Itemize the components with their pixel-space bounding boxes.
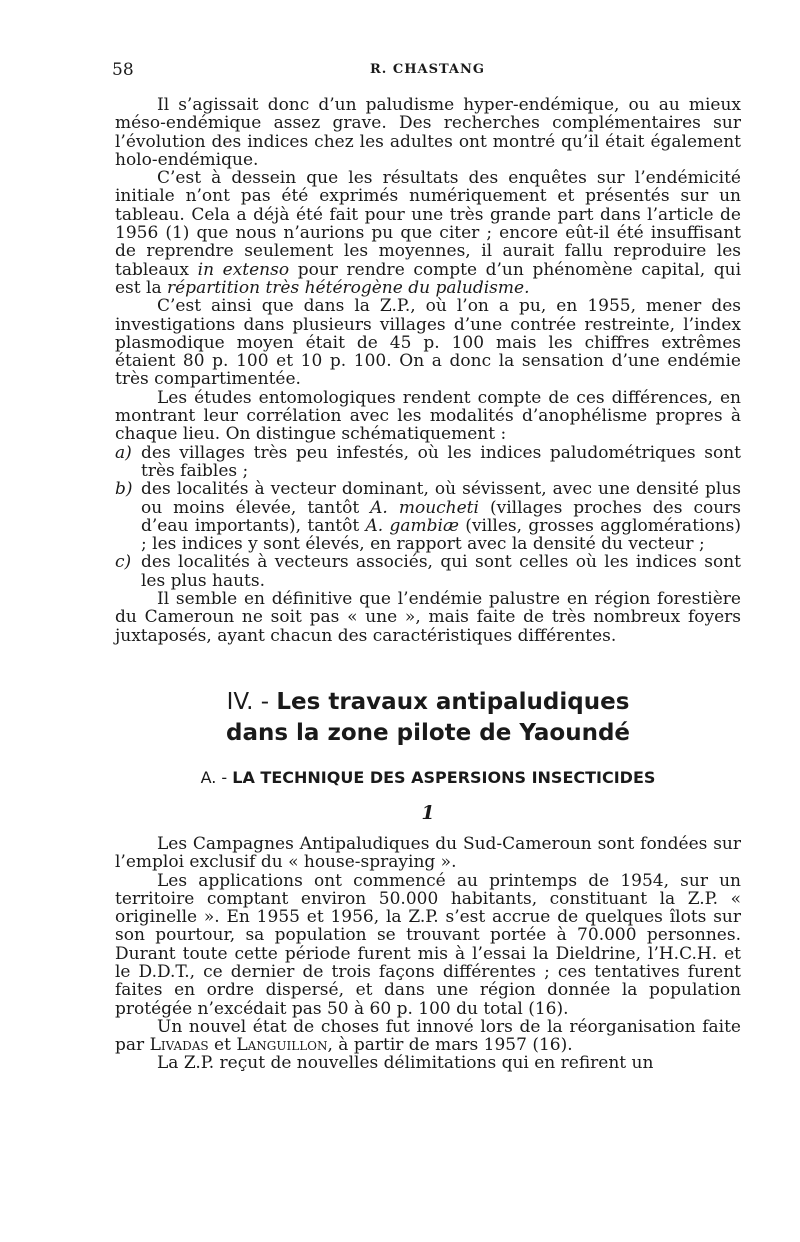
author-name: Languillon: [236, 1035, 328, 1056]
paragraph: Il s’agissait donc d’un paludisme hyper-endémique, ou au mieux méso-endémique assez grave. Des recherches complémentaires sur l’évolution des indices chez les adultes ont montré qu’il était également holo-endémique.: [115, 95, 741, 170]
text-run: (villes, grosses agglomérations) ; les indices y sont élevés, en rapport avec la densité du vecteur ;: [141, 515, 741, 555]
subsection-title: LA TECHNIQUE DES ASPERSIONS INSECTICIDES: [232, 767, 656, 787]
italic-term: A. gambiæ: [365, 515, 459, 536]
section-number: IV. -: [226, 688, 270, 715]
running-head: R. CHASTANG: [370, 62, 485, 77]
page-header: [112, 60, 740, 84]
list-item-label: a): [115, 442, 132, 463]
list-item-label: b): [115, 479, 133, 500]
body-text: [115, 96, 741, 1073]
paragraph: Les études entomologiques rendent compte de ces différences, en montrant leur corrélation avec les modalités d’anophélisme propres à chaque lieu. On distingue schématiquement :: [115, 387, 741, 445]
section-title-line1: Les travaux antipaludiques: [276, 688, 630, 715]
paragraph: [115, 169, 741, 297]
list-item-text: des villages très peu infestés, où les indices paludométriques sont très faibles ;: [141, 442, 741, 481]
author-name: Livadas: [149, 1035, 209, 1056]
subsection-number: 1: [421, 801, 435, 824]
page-number: 58: [112, 60, 134, 80]
section-title-line2: dans la zone pilote de Yaoundé: [225, 719, 631, 746]
paragraph: Les Campagnes Antipaludiques du Sud-Cameroun sont fondées sur l’emploi exclusif du « house-spraying ».: [115, 833, 741, 873]
text-run: et: [208, 1035, 237, 1056]
list-item-text: [141, 480, 741, 553]
list-item-label: c): [115, 552, 132, 573]
list-item: [115, 553, 741, 590]
paragraph: Il semble en définitive que l’endémie palustre en région forestière du Cameroun ne soit pas « une », mais faite de très nombreux foyers juxtaposés, ayant chacun des caractéristiques différentes.: [115, 589, 741, 646]
subsection-heading: [115, 768, 741, 788]
italic-term: in extenso: [197, 259, 290, 280]
text-run: des localités à vecteur dominant, où sévissent, avec une densité plus ou moins élevée, tantôt: [141, 479, 741, 518]
paragraph: Les applications ont commencé au printemps de 1954, sur un territoire comptant environ 50.000 habitants, constituant la Z.P. « originelle ». En 1955 et 1956, la Z.P. s’est accrue de quelques îlots sur son pourtour, sa population se trouvant portée à 70.000 personnes. Durant toute cette période furent mis à l’essai la Dieldrine, l’H.C.H. et le D.D.T., ce dernier de trois façons différentes ; ces tentatives furent faites en ordre dispersé, et dans une région donnée la population protégée n’excédait pas 50 à 60 p. 100 du total (16).: [115, 870, 741, 1019]
text-run: , à partir de mars 1957 (16).: [327, 1035, 573, 1056]
section-heading: [115, 687, 741, 749]
text-run: pour rendre compte d’un phénomène capital, qui est la: [115, 259, 742, 298]
text-run: C’est à dessein que les résultats des enquêtes sur l’endémicité initiale n’ont pas été exprimés numériquement et présentés sur un tableau. Cela a déjà été fait pour une très grande part dans l’article de 1956 (1) que nous n’aurions pu que citer ; encore eût-il été insuffisant de reprendre seulement les moyennes, il aurait fallu reproduire les tableaux: [115, 168, 741, 280]
subsection-label: A. -: [200, 767, 228, 787]
list-item: [115, 444, 741, 481]
italic-term: répartition très hétérogène du paludisme.: [167, 277, 530, 298]
paragraph: C’est ainsi que dans la Z.P., où l’on a pu, en 1955, mener des investigations dans plusieurs villages d’une contrée restreinte, l’index plasmodique moyen était de 45 p. 100 mais les chiffres extrêmes étaient 80 p. 100 et 10 p. 100. On a donc la sensation d’une endémie très compartimentée.: [115, 296, 741, 390]
text-run: Un nouvel état de choses fut innové lors de la réorganisation faite par: [115, 1016, 741, 1056]
text-run: (villages proches des cours d’eau importants), tantôt: [141, 497, 742, 536]
list-item-text: des localités à vecteurs associés, qui sont celles où les indices sont les plus hauts.: [141, 552, 741, 591]
list-item: [115, 480, 741, 553]
paragraph: [115, 1018, 741, 1055]
paragraph: La Z.P. reçut de nouvelles délimitations qui en refirent un: [157, 1053, 654, 1074]
italic-term: A. moucheti: [370, 497, 479, 518]
